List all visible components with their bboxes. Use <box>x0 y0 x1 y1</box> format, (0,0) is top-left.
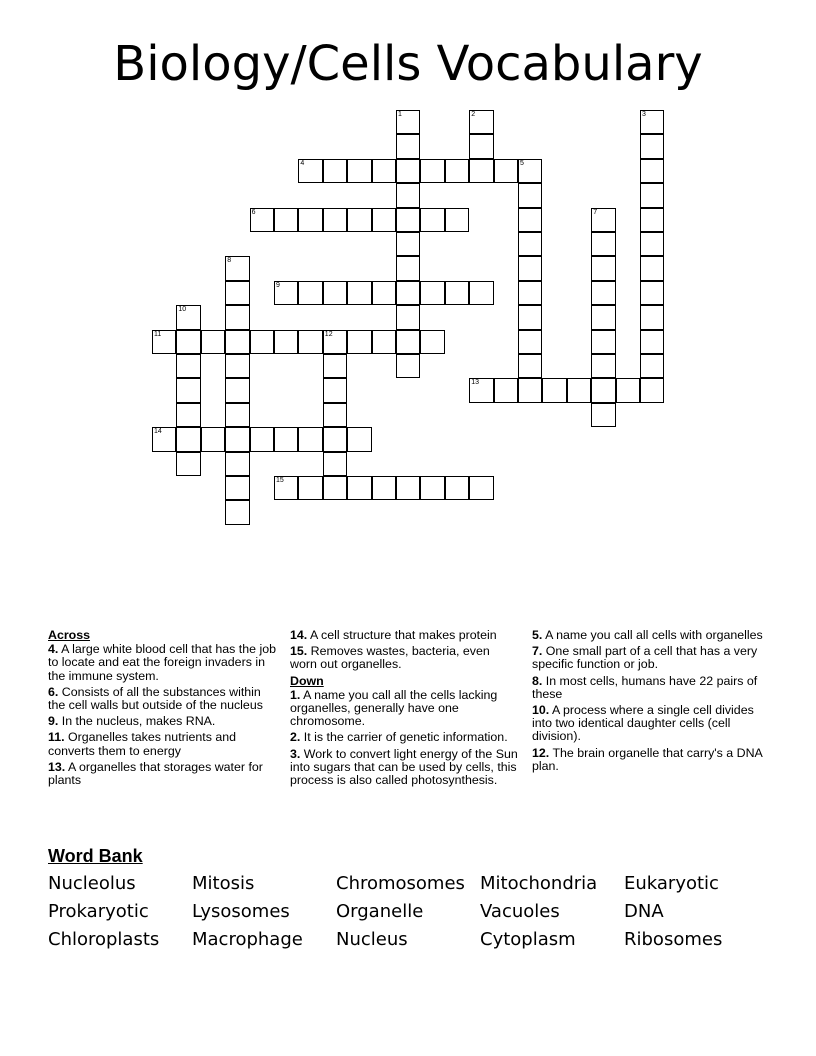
crossword-cell[interactable] <box>518 281 542 305</box>
clues-column-1 <box>48 629 278 790</box>
crossword-cell[interactable] <box>591 305 615 329</box>
crossword-cell[interactable] <box>298 159 322 183</box>
crossword-cell[interactable] <box>396 354 420 378</box>
crossword-cell[interactable] <box>469 281 493 305</box>
crossword-cell[interactable] <box>420 281 444 305</box>
crossword-cell[interactable] <box>396 110 420 134</box>
crossword-cell[interactable] <box>420 208 444 232</box>
cell-number: 4 <box>300 159 305 167</box>
crossword-cell[interactable] <box>250 208 274 232</box>
crossword-cell[interactable] <box>152 330 176 354</box>
crossword-cell[interactable] <box>201 427 225 451</box>
crossword-cell[interactable] <box>176 403 200 427</box>
word-bank-item: Chloroplasts <box>48 929 160 950</box>
crossword-cell[interactable] <box>347 330 371 354</box>
word-bank-title: Word Bank <box>48 846 143 866</box>
clue-down-1: 1. A name you call all the cells lacking organelles, generally have one chromosome. <box>290 687 498 729</box>
crossword-cell[interactable] <box>396 232 420 256</box>
crossword-cell[interactable] <box>640 110 664 134</box>
crossword-cell[interactable] <box>396 476 420 500</box>
crossword-cell[interactable] <box>323 159 347 183</box>
crossword-cell[interactable] <box>152 427 176 451</box>
crossword-cell[interactable] <box>372 208 396 232</box>
cell-number: 11 <box>154 330 162 338</box>
crossword-cell[interactable] <box>640 305 664 329</box>
crossword-cell[interactable] <box>445 476 469 500</box>
crossword-cell[interactable] <box>274 476 298 500</box>
crossword-cell[interactable] <box>323 330 347 354</box>
clue-across-13: 13. A organelles that storages water for plants <box>48 759 263 788</box>
crossword-cell[interactable] <box>640 378 664 402</box>
crossword-cell[interactable] <box>518 354 542 378</box>
cell-number: 9 <box>276 281 280 289</box>
crossword-cell[interactable] <box>323 403 347 427</box>
word-bank-item: DNA <box>624 901 664 922</box>
crossword-cell[interactable] <box>372 281 396 305</box>
crossword-cell[interactable] <box>396 330 420 354</box>
crossword-cell[interactable] <box>298 281 322 305</box>
clue-across-11: 11. Organelles takes nutrients and converts them to energy <box>48 730 237 758</box>
crossword-cell[interactable] <box>347 427 371 451</box>
crossword-cell[interactable] <box>176 330 200 354</box>
crossword-cell[interactable] <box>225 330 249 354</box>
cell-number: 14 <box>154 428 162 436</box>
crossword-cell[interactable] <box>396 281 420 305</box>
crossword-cell[interactable] <box>494 378 518 402</box>
crossword-cell[interactable] <box>518 183 542 207</box>
crossword-cell[interactable] <box>225 403 249 427</box>
crossword-cell[interactable] <box>640 159 664 183</box>
crossword-cell[interactable] <box>518 378 542 402</box>
crossword-cell[interactable] <box>420 476 444 500</box>
word-bank-item: Nucleolus <box>48 873 136 894</box>
crossword-cell[interactable] <box>372 330 396 354</box>
crossword-cell[interactable] <box>323 208 347 232</box>
word-bank-item: Chromosomes <box>336 873 465 894</box>
crossword-cell[interactable] <box>323 281 347 305</box>
word-bank-item: Mitosis <box>192 873 255 894</box>
crossword-cell[interactable] <box>640 134 664 158</box>
crossword-cell[interactable] <box>347 281 371 305</box>
crossword-cell[interactable] <box>274 208 298 232</box>
clue-down-2: 2. It is the carrier of genetic information. <box>290 730 508 745</box>
crossword-cell[interactable] <box>591 281 615 305</box>
crossword-cell[interactable] <box>176 354 200 378</box>
crossword-cell[interactable] <box>469 476 493 500</box>
crossword-cell[interactable] <box>347 476 371 500</box>
word-bank-item: Ribosomes <box>624 929 723 950</box>
crossword-cell[interactable] <box>591 403 615 427</box>
crossword-cell[interactable] <box>640 281 664 305</box>
crossword-cell[interactable] <box>640 256 664 280</box>
crossword-cell[interactable] <box>591 208 615 232</box>
cell-number: 5 <box>520 159 524 167</box>
word-bank-item: Lysosomes <box>192 901 290 922</box>
crossword-cell[interactable] <box>396 183 420 207</box>
crossword-cell[interactable] <box>298 476 322 500</box>
word-bank-item: Organelle <box>336 901 424 922</box>
crossword-cell[interactable] <box>225 354 249 378</box>
crossword-cell[interactable] <box>323 452 347 476</box>
crossword-cell[interactable] <box>323 427 347 451</box>
crossword-cell[interactable] <box>396 208 420 232</box>
crossword-cell[interactable] <box>542 378 566 402</box>
clues-column-2 <box>290 629 520 790</box>
across-heading: Across <box>48 628 91 642</box>
crossword-cell[interactable] <box>420 330 444 354</box>
page-title: Biology/Cells Vocabulary <box>113 36 703 92</box>
crossword-cell[interactable] <box>274 281 298 305</box>
crossword-cell[interactable] <box>298 330 322 354</box>
clue-across-6: 6. Consists of all the substances within the cell walls but outside of the nucleus <box>48 684 263 713</box>
clue-across-4: 4. A large white blood cell that has the job to locate and eat the foreign invaders in the immune system. <box>48 642 277 683</box>
crossword-cell[interactable] <box>567 378 591 402</box>
crossword-cell[interactable] <box>445 159 469 183</box>
word-bank-item: Prokaryotic <box>48 901 149 922</box>
crossword-cell[interactable] <box>347 159 371 183</box>
crossword-cell[interactable] <box>225 256 249 280</box>
crossword-cell[interactable] <box>225 500 249 524</box>
cell-number: 3 <box>642 111 646 118</box>
crossword-cell[interactable] <box>640 183 664 207</box>
crossword-cell[interactable] <box>396 256 420 280</box>
cell-number: 12 <box>324 330 333 338</box>
clue-down-7: 7. One small part of a cell that has a very specific function or job. <box>532 644 758 672</box>
crossword-cell[interactable] <box>469 110 493 134</box>
clue-down-8: 8. In most cells, humans have 22 pairs of these <box>532 673 758 701</box>
crossword-cell[interactable] <box>225 476 249 500</box>
crossword-cell[interactable] <box>420 159 444 183</box>
crossword-cell[interactable] <box>298 208 322 232</box>
clue-across-14: 14. A cell structure that makes protein <box>290 628 497 642</box>
crossword-cell[interactable] <box>323 354 347 378</box>
crossword-cell[interactable] <box>201 330 225 354</box>
cell-number: 8 <box>227 257 232 265</box>
crossword-cell[interactable] <box>518 305 542 329</box>
crossword-cell[interactable] <box>274 427 298 451</box>
crossword-cell[interactable] <box>616 378 640 402</box>
crossword-cell[interactable] <box>176 427 200 451</box>
crossword-cell[interactable] <box>250 427 274 451</box>
cell-number: 15 <box>276 477 284 484</box>
down-heading: Down <box>290 673 324 688</box>
crossword-cell[interactable] <box>396 305 420 329</box>
cell-number: 2 <box>471 111 476 118</box>
clues-column-3 <box>532 629 767 776</box>
clue-down-12: 12. The brain organelle that carry's a DNA plan. <box>532 745 763 773</box>
crossword-cell[interactable] <box>591 330 615 354</box>
crossword-cell[interactable] <box>591 232 615 256</box>
cell-number: 10 <box>178 306 187 314</box>
crossword-cell[interactable] <box>591 256 615 280</box>
clue-across-9: 9. In the nucleus, makes RNA. <box>48 714 216 729</box>
crossword-cell[interactable] <box>176 378 200 402</box>
crossword-cell[interactable] <box>347 208 371 232</box>
word-bank-item: Nucleus <box>336 929 408 950</box>
crossword-cell[interactable] <box>640 330 664 354</box>
crossword-cell[interactable] <box>323 476 347 500</box>
crossword-cell[interactable] <box>225 305 249 329</box>
crossword-cell[interactable] <box>518 256 542 280</box>
clue-down-3: 3. Work to convert light energy of the Sun into sugars that can be used by cells, this process is also called photosynthesis. <box>290 746 518 788</box>
crossword-cell[interactable] <box>445 208 469 232</box>
clue-down-10: 10. A process where a single cell divides into two identical daughter cells (cell division). <box>532 703 754 744</box>
crossword-cell[interactable] <box>323 378 347 402</box>
crossword-cell[interactable] <box>518 232 542 256</box>
crossword-cell[interactable] <box>469 134 493 158</box>
cell-number: 6 <box>251 208 256 216</box>
crossword-cell[interactable] <box>640 354 664 378</box>
crossword-cell[interactable] <box>274 330 298 354</box>
crossword-cell[interactable] <box>225 452 249 476</box>
crossword-cell[interactable] <box>372 476 396 500</box>
crossword-cell[interactable] <box>225 281 249 305</box>
cell-number: 7 <box>593 208 598 216</box>
crossword-cell[interactable] <box>445 281 469 305</box>
crossword-cell[interactable] <box>372 159 396 183</box>
crossword-cell[interactable] <box>640 232 664 256</box>
crossword-cell[interactable] <box>225 427 249 451</box>
word-bank-item: Mitochondria <box>480 873 598 894</box>
crossword-cell[interactable] <box>396 134 420 158</box>
word-bank-item: Macrophage <box>192 929 303 950</box>
crossword-cell[interactable] <box>298 427 322 451</box>
crossword-cell[interactable] <box>176 452 200 476</box>
crossword-cell[interactable] <box>591 378 615 402</box>
crossword-cell[interactable] <box>640 208 664 232</box>
crossword-cell[interactable] <box>518 330 542 354</box>
cell-number: 13 <box>471 379 479 387</box>
crossword-cell[interactable] <box>494 159 518 183</box>
clue-down-5: 5. A name you call all cells with organelles <box>532 628 763 642</box>
crossword-cell[interactable] <box>469 378 493 402</box>
word-bank-item: Vacuoles <box>480 901 560 922</box>
crossword-cell[interactable] <box>225 378 249 402</box>
crossword-cell[interactable] <box>518 159 542 183</box>
crossword-cell[interactable] <box>396 159 420 183</box>
crossword-cell[interactable] <box>176 305 200 329</box>
crossword-cell[interactable] <box>469 159 493 183</box>
word-bank-item: Eukaryotic <box>624 873 719 894</box>
clue-across-15: 15. Removes wastes, bacteria, even worn out organelles. <box>290 644 490 672</box>
crossword-cell[interactable] <box>518 208 542 232</box>
word-bank-item: Cytoplasm <box>480 929 576 950</box>
crossword-cell[interactable] <box>250 330 274 354</box>
cell-number: 1 <box>398 111 402 118</box>
crossword-cell[interactable] <box>591 354 615 378</box>
